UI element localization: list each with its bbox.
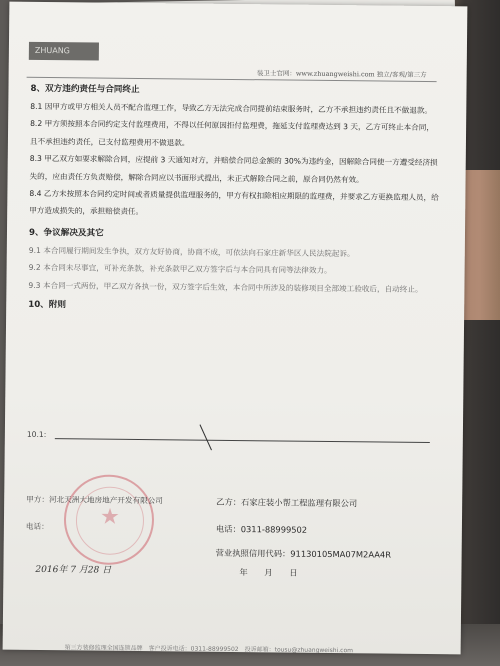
contract-page [3, 2, 468, 655]
annex-label: 10.1: [26, 429, 47, 440]
annex-blank-line [55, 438, 430, 443]
clause-9-1: 9.1 本合同履行期间发生争执，双方友好协商，协商不成，可依法向石家庄新华区人民法院起诉。 [28, 245, 355, 259]
clause-8-2: 8.2 甲方须按照本合同约定支付监理费用，不得以任何原因拒付监理费，拖延支付监理费达到 3 天，乙方可终止本合同，且不承担违约责任，已支付监理费用不做退款。 [29, 119, 434, 148]
party-a-signed-date: 2016年 7 月28 日 [35, 564, 112, 576]
party-b-date: 年 月 日 [239, 567, 298, 578]
company-logo: ZHUANG [29, 42, 99, 61]
clause-9-3: 9.3 本合同一式两份，甲乙双方各执一份，双方签字后生效，本合同中所涉及的装修项目全部竣工验收后，自动终止。 [28, 280, 423, 294]
clause-9-2: 9.2 本合同未尽事宜，可补充条款，补充条款甲乙双方签字后与本合同具有同等法律效力。 [28, 263, 332, 276]
contract-body [28, 82, 440, 318]
party-a-label: 甲方：河北天洲大地房地产开发有限公司 [26, 494, 163, 506]
business-license-code: 营业执照信用代码：91130105MA07M2AA4R [215, 547, 392, 560]
clause-8-3: 8.3 甲乙双方如要求解除合同，应提前 3 天通知对方，并赔偿合同总金额的 30%为违约金，因解除合同使一方遭受经济损失的，应由责任方负责赔偿，解除合同应以书面形式提出，未正式解除合同之前，原合同仍然有效。 [29, 154, 438, 184]
party-b-phone: 电话：0311-88999502 [215, 523, 308, 535]
pen-stroke [199, 421, 219, 450]
header-site-info: 装卫士官网：www.zhuangweishi.com 独立/客观/第三方 [256, 69, 427, 79]
clause-8-4: 8.4 乙方未按照本合同约定时间或者质量提供监理服务的，甲方有权扣除相应期限的监理费，并要求乙方更换监理人员，给甲方造成损失的，承担赔偿责任。 [29, 188, 439, 217]
company-seal [64, 474, 155, 565]
section-8-title: 8、双方违约责任与合同终止 [30, 83, 140, 95]
section-9-title: 9、争议解决及其它 [28, 227, 104, 239]
page-footer: 第三方装修监理全国连锁品牌 客户投诉电话：0311-88999502 投诉邮箱：tousu@zhuangweishi.com [64, 644, 354, 655]
clause-8-1: 8.1 因甲方或甲方相关人员不配合监理工作，导致乙方无法完成合同提前结束服务时，乙方不承担违约责任且不做退款。 [30, 101, 433, 116]
section-10-title: 10、附则 [28, 299, 67, 311]
party-a-phone-label: 电话： [25, 521, 49, 532]
seal-star-icon: ★ [99, 504, 120, 530]
party-b-label: 乙方：石家庄装小帮工程监理有限公司 [216, 496, 358, 509]
